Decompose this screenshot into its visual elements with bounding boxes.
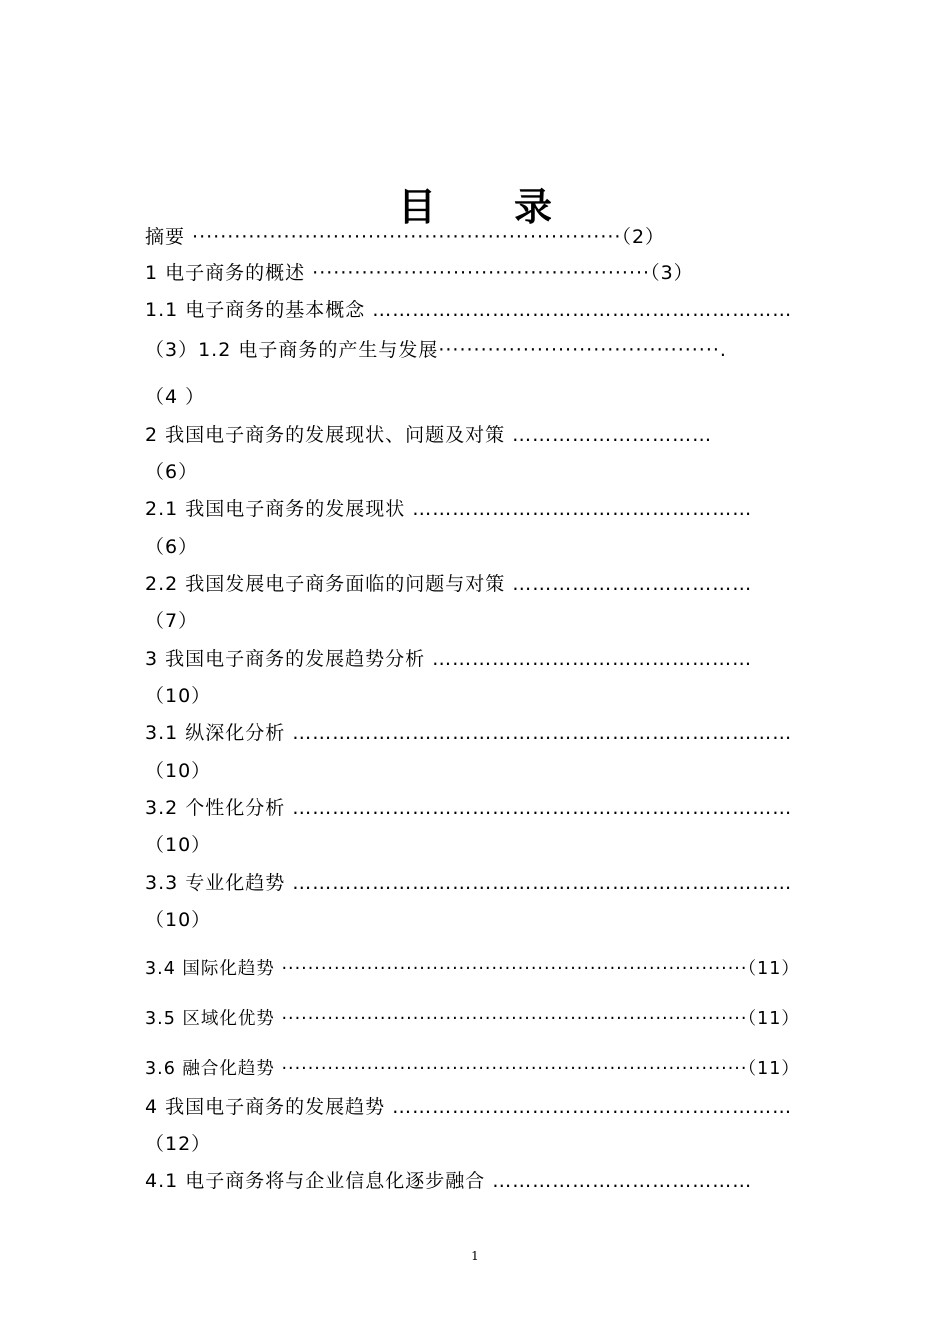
toc-entry-3-3: 3.3 专业化趋势 ………………………………………………………………… — [145, 872, 793, 894]
toc-entry-abstract: 摘要 ·····························································（2） — [145, 226, 666, 248]
toc-entry-2-2: 2.2 我国发展电子商务面临的问题与对策 ……………………………… — [145, 573, 753, 595]
toc-page-ref: （6） — [145, 536, 199, 558]
toc-entry-3-4: 3.4 国际化趋势 ·······································································（11） — [145, 959, 800, 979]
toc-page-ref: （10） — [145, 834, 212, 856]
toc-page-ref: （10） — [145, 909, 212, 931]
toc-entry-4-1: 4.1 电子商务将与企业信息化逐步融合 ………………………………… — [145, 1170, 753, 1192]
toc-page-ref: （4 ） — [145, 386, 206, 408]
toc-entry-4: 4 我国电子商务的发展趋势 …………………………………………………… — [145, 1096, 793, 1118]
page-title — [0, 176, 950, 229]
title-char-1: 目 — [397, 185, 436, 229]
toc-entry-3-1: 3.1 纵深化分析 ………………………………………………………………… — [145, 722, 793, 744]
page-number: 1 — [471, 1249, 479, 1263]
title-char-2: 录 — [514, 185, 553, 229]
toc-entry-3-5: 3.5 区域化优势 ·······································································（11） — [145, 1009, 800, 1029]
toc-entry-1-2: （3）1.2 电子商务的产生与发展········································. — [145, 339, 727, 361]
toc-entry-3-2: 3.2 个性化分析 ………………………………………………………………… — [145, 797, 793, 819]
toc-page-ref: （6） — [145, 461, 199, 483]
toc-page-ref: （7） — [145, 610, 199, 632]
toc-entry-2-1: 2.1 我国电子商务的发展现状 …………………………………………… — [145, 498, 753, 520]
toc-entry-3-6: 3.6 融合化趋势 ·······································································（11） — [145, 1059, 800, 1079]
toc-entry-2: 2 我国电子商务的发展现状、问题及对策 ………………………… — [145, 424, 713, 446]
toc-page-ref: （12） — [145, 1133, 212, 1155]
toc-entry-1-1: 1.1 电子商务的基本概念 ……………………………………………………… — [145, 299, 793, 321]
toc-page-ref: （10） — [145, 685, 212, 707]
toc-entry-3: 3 我国电子商务的发展趋势分析 ………………………………………… — [145, 648, 753, 670]
toc-entry-1: 1 电子商务的概述 ················································（3） — [145, 262, 694, 284]
toc-page-ref: （10） — [145, 760, 212, 782]
